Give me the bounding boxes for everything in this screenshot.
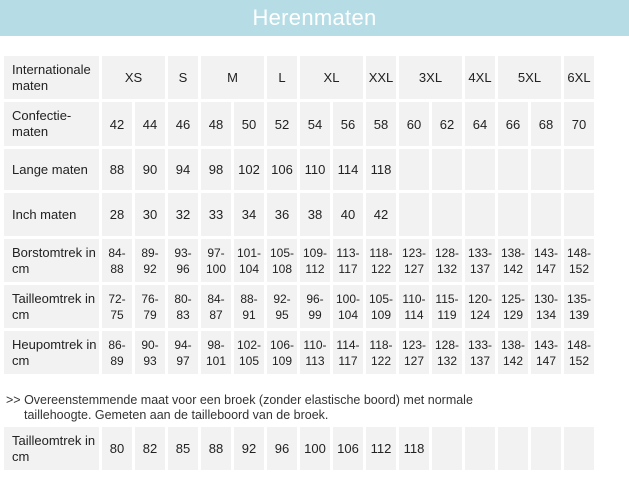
table-cell: [498, 149, 528, 190]
table-cell: 98- 101: [201, 331, 231, 374]
waist-table: [1, 424, 597, 473]
table-cell: 110: [300, 149, 330, 190]
page-title-banner: [0, 0, 629, 36]
table-cell: [465, 149, 495, 190]
table-cell: 50: [234, 102, 264, 146]
table-cell: 38: [300, 193, 330, 236]
table-cell: 64: [465, 102, 495, 146]
table-cell: 135- 139: [564, 285, 594, 328]
table-cell: 106: [333, 427, 363, 470]
table-cell: 96- 99: [300, 285, 330, 328]
table-cell: 143- 147: [531, 331, 561, 374]
table-cell: 93- 96: [168, 239, 198, 282]
table-cell: 148- 152: [564, 331, 594, 374]
table-cell: 138- 142: [498, 331, 528, 374]
table-cell: 86- 89: [102, 331, 132, 374]
table-cell: 102- 105: [234, 331, 264, 374]
table-cell: 48: [201, 102, 231, 146]
size-header-cell: XL: [300, 56, 363, 99]
table-cell: [432, 427, 462, 470]
header-row: [4, 56, 594, 99]
table-cell: 109- 112: [300, 239, 330, 282]
table-cell: 30: [135, 193, 165, 236]
size-header-cell: 5XL: [498, 56, 561, 99]
table-cell: 114: [333, 149, 363, 190]
table-cell: 44: [135, 102, 165, 146]
table-cell: 123- 127: [399, 239, 429, 282]
size-header-cell: L: [267, 56, 297, 99]
table-cell: 60: [399, 102, 429, 146]
table-cell: 28: [102, 193, 132, 236]
table-cell: 100- 104: [333, 285, 363, 328]
table-cell: 102: [234, 149, 264, 190]
table-cell: 120- 124: [465, 285, 495, 328]
table-cell: 70: [564, 102, 594, 146]
table-cell: [498, 427, 528, 470]
table-cell: 88: [201, 427, 231, 470]
trouser-note: [6, 393, 616, 423]
size-table: [1, 53, 597, 377]
table-row: [4, 285, 594, 328]
table-cell: [531, 193, 561, 236]
table-cell: 84- 88: [102, 239, 132, 282]
table-cell: 118- 122: [366, 331, 396, 374]
table-cell: 88- 91: [234, 285, 264, 328]
table-cell: 106: [267, 149, 297, 190]
table-cell: 106- 109: [267, 331, 297, 374]
table-cell: 118: [366, 149, 396, 190]
table-row: [4, 239, 594, 282]
table-cell: 34: [234, 193, 264, 236]
table-cell: [399, 193, 429, 236]
row-label: Borstomtrek in cm: [4, 239, 99, 282]
table-cell: 32: [168, 193, 198, 236]
table-cell: 68: [531, 102, 561, 146]
table-cell: [465, 427, 495, 470]
table-cell: 138- 142: [498, 239, 528, 282]
table-cell: 54: [300, 102, 330, 146]
table-cell: 133- 137: [465, 239, 495, 282]
table-cell: 113- 117: [333, 239, 363, 282]
table-cell: 123- 127: [399, 331, 429, 374]
table-cell: 56: [333, 102, 363, 146]
table-cell: 88: [102, 149, 132, 190]
size-header-cell: 6XL: [564, 56, 594, 99]
size-header-cell: XXL: [366, 56, 396, 99]
table-cell: 90: [135, 149, 165, 190]
size-header-cell: S: [168, 56, 198, 99]
table-cell: [399, 149, 429, 190]
table-cell: [564, 427, 594, 470]
table-row: [4, 102, 594, 146]
table-cell: 96: [267, 427, 297, 470]
table-cell: 82: [135, 427, 165, 470]
note-line-2: taillehoogte. Gemeten aan de tailleboord van de broek.: [24, 408, 329, 422]
note-line-1: >> Overeenstemmende maat voor een broek (zonder elastische boord) met normale: [6, 393, 473, 407]
table-cell: 128- 132: [432, 239, 462, 282]
table-cell: 115- 119: [432, 285, 462, 328]
table-cell: 110- 113: [300, 331, 330, 374]
table-cell: [564, 193, 594, 236]
table-cell: 143- 147: [531, 239, 561, 282]
row-label: Lange maten: [4, 149, 99, 190]
table-cell: 112: [366, 427, 396, 470]
row-label: Inch maten: [4, 193, 99, 236]
table-cell: 52: [267, 102, 297, 146]
table-row: [4, 149, 594, 190]
table-cell: 97- 100: [201, 239, 231, 282]
table-cell: 98: [201, 149, 231, 190]
table-cell: 94: [168, 149, 198, 190]
row-label: Tailleomtrek in cm: [4, 285, 99, 328]
table-cell: 58: [366, 102, 396, 146]
table-cell: 94- 97: [168, 331, 198, 374]
table-cell: 80: [102, 427, 132, 470]
table-cell: 105- 108: [267, 239, 297, 282]
size-header-cell: M: [201, 56, 264, 99]
table-cell: [498, 193, 528, 236]
size-header-cell: 4XL: [465, 56, 495, 99]
table-cell: 125- 129: [498, 285, 528, 328]
table-cell: 118- 122: [366, 239, 396, 282]
table-cell: 110- 114: [399, 285, 429, 328]
table-row: [4, 193, 594, 236]
table-cell: 72- 75: [102, 285, 132, 328]
table-cell: 42: [102, 102, 132, 146]
table-cell: 92: [234, 427, 264, 470]
table-cell: 42: [366, 193, 396, 236]
header-label: Internationale maten: [4, 56, 99, 99]
table-cell: 92- 95: [267, 285, 297, 328]
table-cell: 66: [498, 102, 528, 146]
table-cell: 40: [333, 193, 363, 236]
table-cell: 130- 134: [531, 285, 561, 328]
table-cell: 101- 104: [234, 239, 264, 282]
page-title: Herenmaten: [252, 5, 377, 30]
table-cell: 85: [168, 427, 198, 470]
size-header-cell: XS: [102, 56, 165, 99]
table-cell: 80- 83: [168, 285, 198, 328]
table-cell: 100: [300, 427, 330, 470]
row-label: Tailleomtrek in cm: [4, 427, 99, 470]
table-cell: 118: [399, 427, 429, 470]
table-cell: 36: [267, 193, 297, 236]
table-cell: 148- 152: [564, 239, 594, 282]
table-cell: 84- 87: [201, 285, 231, 328]
table-cell: 90- 93: [135, 331, 165, 374]
size-header-cell: 3XL: [399, 56, 462, 99]
row-label: Confectie-maten: [4, 102, 99, 146]
table-cell: 128- 132: [432, 331, 462, 374]
table-cell: 105- 109: [366, 285, 396, 328]
table-cell: [432, 193, 462, 236]
table-cell: [531, 427, 561, 470]
table-row: [4, 331, 594, 374]
table-cell: 133- 137: [465, 331, 495, 374]
table-cell: 46: [168, 102, 198, 146]
table-cell: 33: [201, 193, 231, 236]
table-cell: [531, 149, 561, 190]
table-cell: 62: [432, 102, 462, 146]
table-cell: 89- 92: [135, 239, 165, 282]
row-label: Heupomtrek in cm: [4, 331, 99, 374]
table-row: [4, 427, 594, 470]
table-cell: 114- 117: [333, 331, 363, 374]
table-cell: [465, 193, 495, 236]
table-cell: [564, 149, 594, 190]
table-cell: [432, 149, 462, 190]
table-cell: 76- 79: [135, 285, 165, 328]
